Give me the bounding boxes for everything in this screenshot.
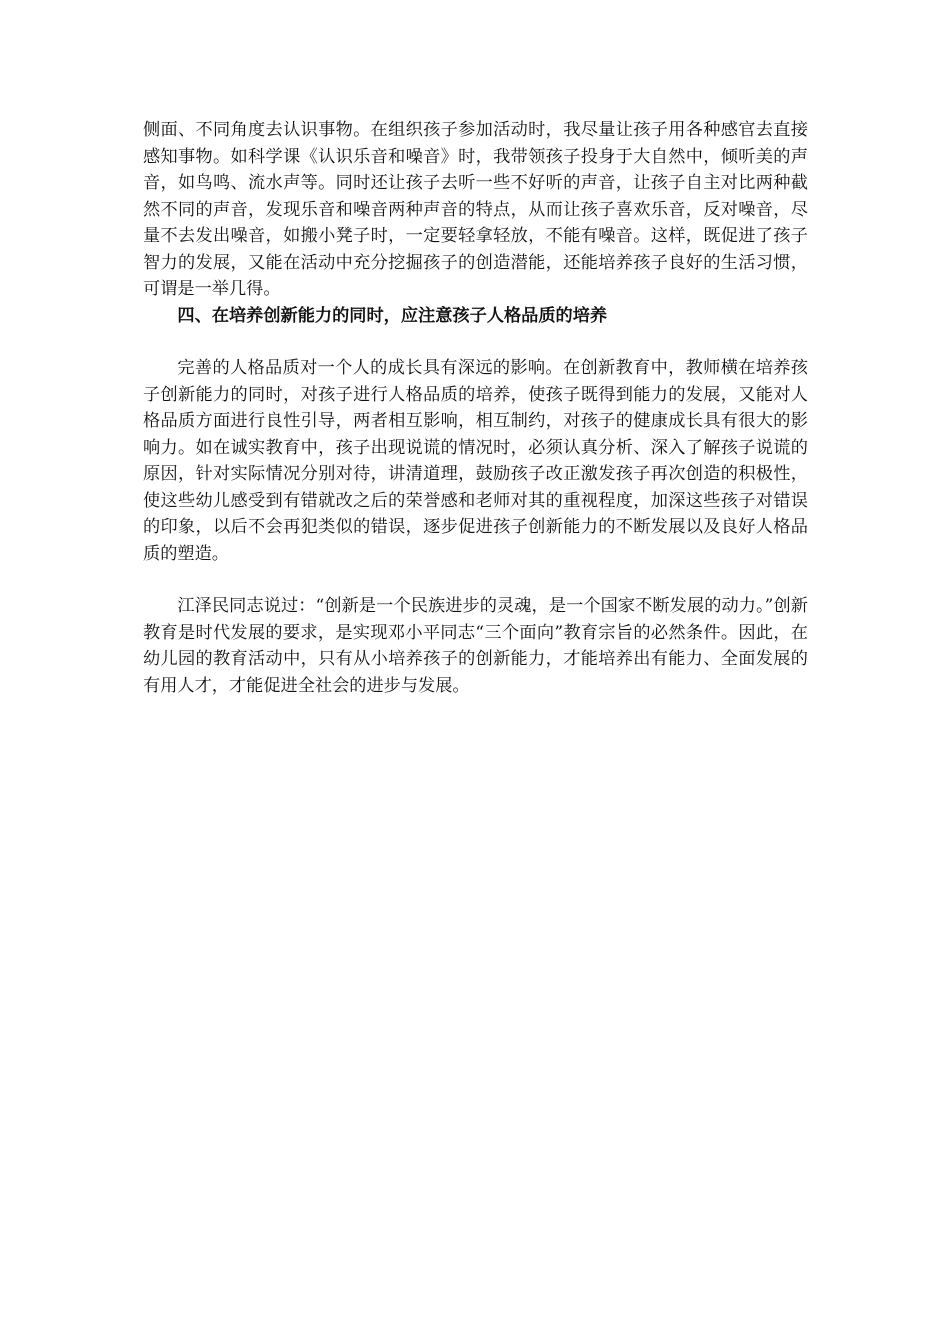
paragraph-personality: 完善的人格品质对一个人的成长具有深远的影响。在创新教育中，教师横在培养孩子创新能力的同时，对孩子进行人格品质的培养，使孩子既得到能力的发展，又能对人格品质方面进行良性引导，两者相互影响，相互制约，对孩子的健康成长具有很大的影响力。如在诚实教育中，孩子出现说谎的情况时，必须认真分析、深入了解孩子说谎的原因，针对实际情况分别对待，讲清道理，鼓励孩子改正激发孩子再次创造的积极性，使这些幼儿感受到有错就改之后的荣誉感和老师对其的重视程度，加深这些孩子对错误的印象，以后不会再犯类似的错误，逐步促进孩子创新能力的不断发展以及良好人格品质的塑造。 (143, 358, 808, 564)
document-page (143, 117, 808, 699)
section-heading: 四、在培养创新能力的同时，应注意孩子人格品质的培养 (177, 305, 608, 326)
paragraph-conclusion: 江泽民同志说过：“创新是一个民族进步的灵魂，是一个国家不断发展的动力。”创新教育是时代发展的要求，是实现邓小平同志“三个面向”教育宗旨的必然条件。因此，在幼儿园的教育活动中，只有从小培养孩子的创新能力，才能培养出有能力、全面发展的有用人才，才能促进全社会的进步与发展。 (143, 596, 808, 696)
paragraph-continued: 侧面、不同角度去认识事物。在组织孩子参加活动时，我尽量让孩子用各种感官去直接感知事物。如科学课《认识乐音和噪音》时，我带领孩子投身于大自然中，倾听美的声音，如鸟鸣、流水声等。同时还让孩子去听一些不好听的声音，让孩子自主对比两种截然不同的声音，发现乐音和噪音两种声音的特点，从而让孩子喜欢乐音，反对噪音，尽量不去发出噪音，如搬小凳子时，一定要轻拿轻放，不能有噪音。这样，既促进了孩子智力的发展，又能在活动中充分挖掘孩子的创造潜能，还能培养孩子良好的生活习惯，可谓是一举几得。 (143, 120, 808, 299)
